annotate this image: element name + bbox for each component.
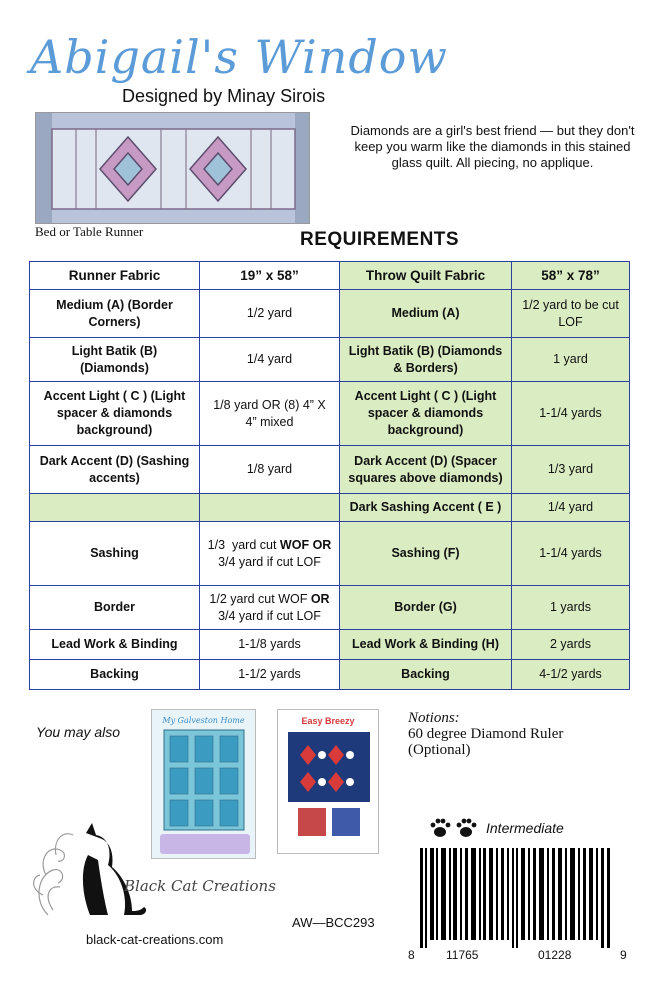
table-row [30,586,630,630]
throw-amount-cell: 1-1/4 yards [512,382,630,446]
runner-amount-cell: 1/3 yard cut WOF OR 3/4 yard if cut LOF [200,522,340,586]
barcode-digit: 01228 [538,948,572,962]
table-row [30,522,630,586]
table-row [30,446,630,494]
related-pattern-title: Easy Breezy [301,716,355,726]
related-pattern-title: My Galveston Home [162,716,245,725]
pattern-code: AW—BCC293 [292,915,375,930]
notions-title: Notions: [408,710,460,726]
throw-fabric-cell: Dark Accent (D) (Spacer squares above diamonds) [340,446,512,494]
runner-fabric-cell: Backing [30,660,200,690]
barcode-digit: 9 [620,948,627,962]
runner-fabric-cell: Accent Light ( C ) (Light spacer & diamonds background) [30,382,200,446]
runner-fabric-cell: Medium (A) (Border Corners) [30,290,200,338]
throw-amount-cell: 1/3 yard [512,446,630,494]
throw-amount-cell: 1 yard [512,338,630,382]
runner-fabric-cell: Dark Accent (D) (Sashing accents) [30,446,200,494]
throw-amount-cell: 1-1/4 yards [512,522,630,586]
skill-level-label: Intermediate [486,820,564,836]
runner-fabric-cell: Light Batik (B) (Diamonds) [30,338,200,382]
runner-amount-cell: 1/8 yard OR (8) 4” X 4” mixed [200,382,340,446]
table-row [30,382,630,446]
runner-fabric-cell: Sashing [30,522,200,586]
throw-amount-cell: 2 yards [512,630,630,660]
runner-amount-cell: 1-1/8 yards [200,630,340,660]
barcode [418,848,614,948]
notions-block [408,710,563,758]
table-row [30,338,630,382]
throw-fabric-cell: Backing [340,660,512,690]
runner-fabric-cell: Lead Work & Binding [30,630,200,660]
runner-photo [35,112,310,224]
runner-caption: Bed or Table Runner [35,224,144,239]
runner-amount-cell: 1/4 yard [200,338,340,382]
throw-fabric-cell: Sashing (F) [340,522,512,586]
throw-fabric-cell: Dark Sashing Accent ( E ) [340,494,512,522]
runner-amount-cell: 1/2 yard [200,290,340,338]
throw-fabric-cell: Medium (A) [340,290,512,338]
header-throw-size: 58” x 78” [512,262,630,290]
designer-line: Designed by Minay Sirois [122,86,326,106]
requirements-table [29,261,630,690]
runner-amount-cell: 1/2 yard cut WOF OR 3/4 yard if cut LOF [200,586,340,630]
table-row [30,494,630,522]
requirements-heading: REQUIREMENTS [300,229,460,250]
table-header-row [30,262,630,290]
related-pattern-easy-breezy[interactable] [277,709,379,854]
runner-amount-cell [200,494,340,522]
website-link[interactable]: black-cat-creations.com [86,932,224,947]
header-runner-size: 19” x 58” [200,262,340,290]
pattern-title: Abigail's Window [30,30,448,84]
runner-fabric-cell [30,494,200,522]
table-row [30,660,630,690]
brand-name: Black Cat Creations [124,877,276,895]
runner-fabric-cell: Border [30,586,200,630]
paw-print-icon [428,817,480,839]
throw-amount-cell: 1/4 yard [512,494,630,522]
throw-amount-cell: 1 yards [512,586,630,630]
barcode-digit: 8 [408,948,415,962]
pattern-description: Diamonds are a girl's best friend — but they don't keep you warm like the diamonds in this stained glass quilt. All piecing, no applique. [350,123,635,170]
throw-fabric-cell: Accent Light ( C ) (Light spacer & diamonds background) [340,382,512,446]
barcode-digit: 11765 [446,948,479,962]
throw-amount-cell: 1/2 yard to be cut LOF [512,290,630,338]
black-cat-logo [28,815,278,925]
header-throw-fabric: Throw Quilt Fabric [340,262,512,290]
throw-fabric-cell: Lead Work & Binding (H) [340,630,512,660]
throw-fabric-cell: Light Batik (B) (Diamonds & Borders) [340,338,512,382]
throw-amount-cell: 4-1/2 yards [512,660,630,690]
you-may-also-label: You may also [36,724,121,740]
runner-amount-cell: 1/8 yard [200,446,340,494]
notions-optional: (Optional) [408,742,471,758]
runner-amount-cell: 1-1/2 yards [200,660,340,690]
header-runner-fabric: Runner Fabric [30,262,200,290]
skill-level [428,817,564,839]
table-row [30,290,630,338]
notions-item: 60 degree Diamond Ruler [408,726,564,742]
throw-fabric-cell: Border (G) [340,586,512,630]
table-row [30,630,630,660]
